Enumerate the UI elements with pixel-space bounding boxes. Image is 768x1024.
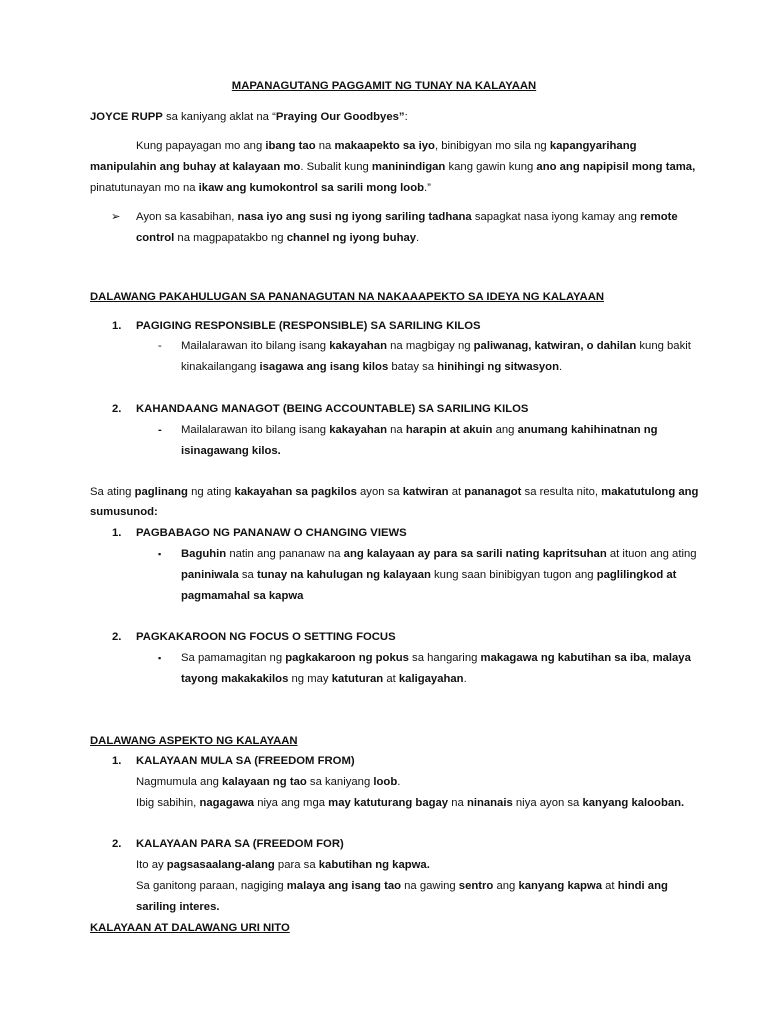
intro-line bbox=[90, 107, 408, 128]
item-number: 2. bbox=[112, 838, 122, 850]
section-heading-pakahulugan: DALAWANG PAKAHULUGAN SA PANANAGUTAN NA NAKAAAPEKTO SA IDEYA NG KALAYAAN bbox=[90, 291, 605, 303]
point-line-1: Ayon sa kasabihan, nasa iyo ang susi ng iyong sariling tadhana sapagkat nasa iyong kamay ang remote bbox=[136, 211, 678, 223]
responsible-line-2: kinakailangang isagawa ang isang kilos batay sa hinihingi ng sitwasyon. bbox=[181, 361, 563, 373]
intro-text: sa kaniyang aklat na “ bbox=[162, 111, 276, 123]
item-number: 1. bbox=[112, 755, 122, 767]
item-number: 1. bbox=[112, 320, 122, 332]
item-number: 2. bbox=[112, 403, 122, 415]
point-line-2: control na magpapatakbo ng channel ng iyong buhay. bbox=[136, 232, 420, 244]
accountable-line-1: Mailalarawan ito bilang isang kakayahan na harapin at akuin ang anumang kahihinatnan ng bbox=[181, 424, 658, 436]
item-title-freedom-for: KALAYAAN PARA SA (FREEDOM FOR) bbox=[136, 838, 344, 850]
item-title-setting-focus: PAGKAKAROON NG FOCUS O SETTING FOCUS bbox=[136, 631, 396, 643]
item-number: 2. bbox=[112, 631, 122, 643]
quote-line-2: manipulahin ang buhay at kalayaan mo. Subalit kung maninindigan kang gawin kung ano ang napipisil mong tama, bbox=[90, 161, 696, 173]
freedom-for-line-2: Sa ganitong paraan, nagiging malaya ang isang tao na gawing sentro ang kanyang kapwa at hindi ang bbox=[136, 880, 668, 892]
freedom-from-line-2: Ibig sabihin, nagagawa niya ang mga may katuturang bagay na ninanais niya ayon sa kanyang kalooban. bbox=[136, 797, 685, 809]
changing-views-line-3: pagmamahal sa kapwa bbox=[181, 590, 304, 602]
square-bullet-icon: ▪ bbox=[158, 549, 162, 559]
intro-colon: : bbox=[404, 111, 408, 123]
paragraph-line-2: sumusunod: bbox=[90, 506, 158, 518]
item-title-changing-views: PAGBABAGO NG PANANAW O CHANGING VIEWS bbox=[136, 527, 407, 539]
responsible-line-1: Mailalarawan ito bilang isang kakayahan na magbigay ng paliwanag, katwiran, o dahilan kung bakit bbox=[181, 340, 691, 352]
freedom-from-line-1: Nagmumula ang kalayaan ng tao sa kaniyang loob. bbox=[136, 776, 401, 788]
dash-bullet: - bbox=[158, 424, 162, 436]
setting-focus-line-1: Sa pamamagitan ng pagkakaroon ng pokus sa hangaring makagawa ng kabutihan sa iba, malaya bbox=[181, 652, 691, 664]
item-title-accountable: KAHANDAANG MANAGOT (BEING ACCOUNTABLE) SA SARILING KILOS bbox=[136, 403, 529, 415]
accountable-line-2: isinagawang kilos. bbox=[181, 445, 281, 457]
section-heading-aspekto: DALAWANG ASPEKTO NG KALAYAAN bbox=[90, 735, 298, 747]
section-heading-uri: KALAYAAN AT DALAWANG URI NITO bbox=[90, 922, 290, 934]
item-title-responsible: PAGIGING RESPONSIBLE (RESPONSIBLE) SA SARILING KILOS bbox=[136, 320, 481, 332]
changing-views-line-1: Baguhin natin ang pananaw na ang kalayaan ay para sa sarili nating kapritsuhan at ituon ang ating bbox=[181, 548, 697, 560]
author-name: JOYCE RUPP bbox=[90, 111, 163, 123]
document-title: MAPANAGUTANG PAGGAMIT NG TUNAY NA KALAYAAN bbox=[231, 80, 537, 92]
freedom-for-line-3: sariling interes. bbox=[136, 901, 220, 913]
square-bullet-icon: ▪ bbox=[158, 653, 162, 663]
setting-focus-line-2: tayong makakakilos ng may katuturan at kaligayahan. bbox=[181, 673, 467, 685]
book-title: Praying Our Goodbyes” bbox=[275, 111, 405, 123]
dash-bullet: - bbox=[158, 340, 162, 352]
quote-line-3: pinatutunayan mo na ikaw ang kumokontrol sa sarili mong loob.” bbox=[90, 182, 431, 194]
item-number: 1. bbox=[112, 527, 122, 539]
freedom-for-line-1: Ito ay pagsasaalang-alang para sa kabutihan ng kapwa. bbox=[136, 859, 430, 871]
changing-views-line-2: paniniwala sa tunay na kahulugan ng kalayaan kung saan binibigyan tugon ang paglilingkod at bbox=[181, 569, 677, 581]
arrow-bullet-icon: ➢ bbox=[111, 211, 121, 223]
paragraph-line-1: Sa ating paglinang ng ating kakayahan sa pagkilos ayon sa katwiran at pananagot sa resulta nito, makatutulong ang bbox=[90, 486, 699, 498]
item-title-freedom-from: KALAYAAN MULA SA (FREEDOM FROM) bbox=[136, 755, 355, 767]
quote-line-1: Kung papayagan mo ang ibang tao na makaapekto sa iyo, binibigyan mo sila ng kapangyarihang bbox=[136, 140, 637, 152]
